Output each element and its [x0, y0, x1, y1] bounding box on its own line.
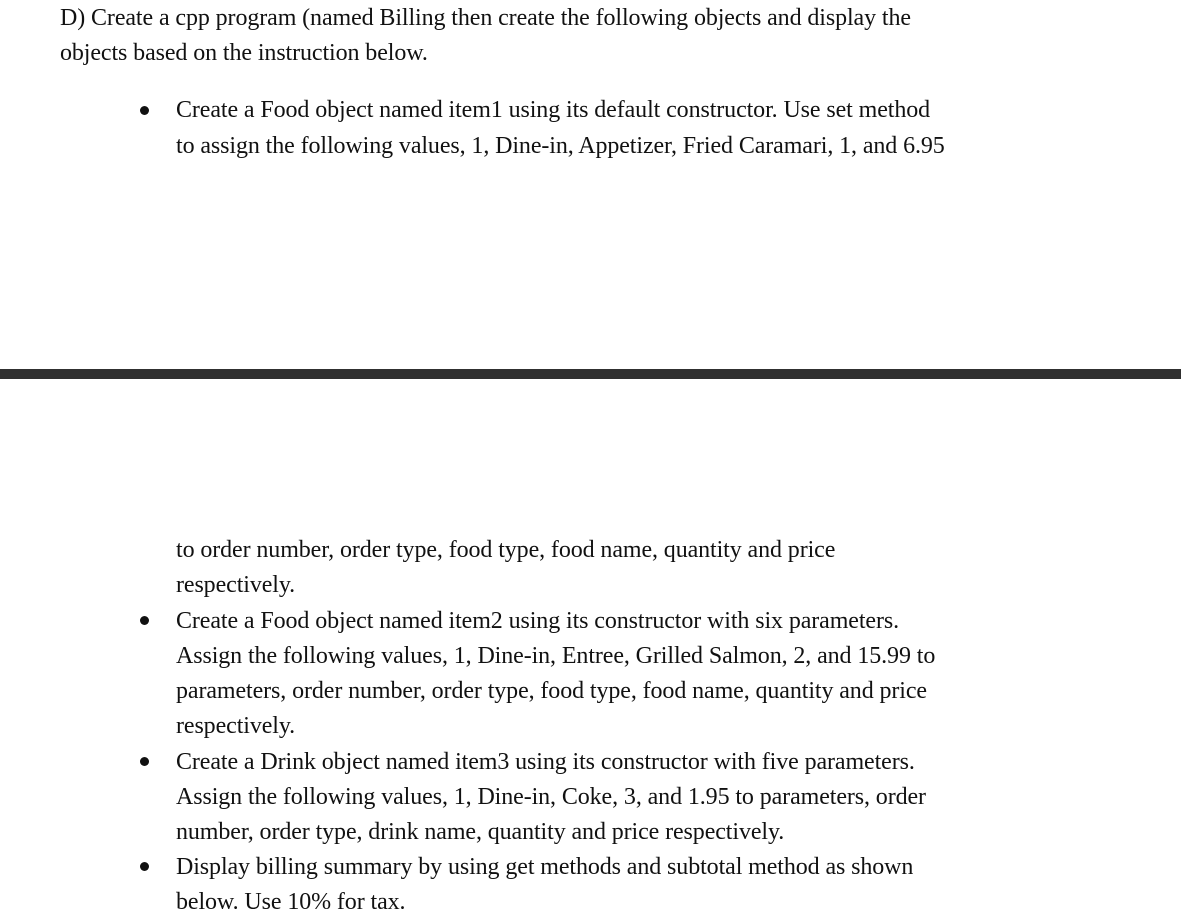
document-page-top	[0, 0, 1181, 369]
bullet-icon	[140, 757, 149, 766]
bullet4-line-1: Display billing summary by using get methods and subtotal method as shown	[176, 854, 914, 880]
document-page-bottom	[0, 379, 1181, 917]
bullet3-line-2: Assign the following values, 1, Dine-in, Coke, 3, and 1.95 to parameters, order	[176, 784, 926, 810]
bullet-icon	[140, 106, 149, 115]
heading-line-1: D) Create a cpp program (named Billing then create the following objects and display the	[60, 5, 911, 31]
bullet1-line-2: to assign the following values, 1, Dine-in, Appetizer, Fried Caramari, 1, and 6.95	[176, 133, 945, 159]
bullet4-line-2: below. Use 10% for tax.	[176, 889, 406, 915]
bullet1-line-1: Create a Food object named item1 using its default constructor. Use set method	[176, 97, 931, 123]
page-divider	[0, 369, 1181, 379]
heading-line-2: objects based on the instruction below.	[60, 40, 428, 66]
bullet3-line-1: Create a Drink object named item3 using its constructor with five parameters.	[176, 749, 915, 775]
bullet2-line-3: parameters, order number, order type, food type, food name, quantity and price	[176, 678, 927, 704]
bullet-icon	[140, 616, 149, 625]
bullet2-line-2: Assign the following values, 1, Dine-in, Entree, Grilled Salmon, 2, and 15.99 to	[176, 643, 936, 669]
bullet-icon	[140, 862, 149, 871]
bullet1-continuation-line-1: to order number, order type, food type, food name, quantity and price	[176, 537, 836, 563]
bullet2-line-1: Create a Food object named item2 using its constructor with six parameters.	[176, 608, 899, 634]
bullet2-line-4: respectively.	[176, 713, 296, 739]
bullet3-line-3: number, order type, drink name, quantity and price respectively.	[176, 819, 785, 845]
bullet1-continuation-line-2: respectively.	[176, 572, 296, 598]
